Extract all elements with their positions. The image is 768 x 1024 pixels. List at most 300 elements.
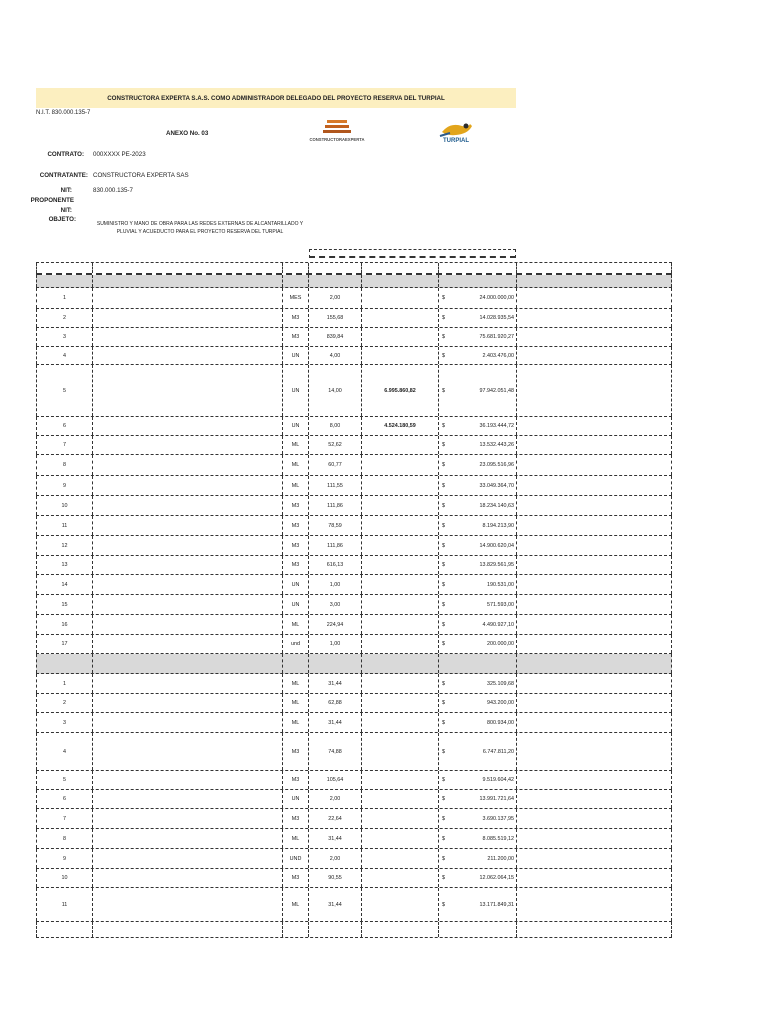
item-unit-price xyxy=(362,829,439,848)
currency-symbol: $ xyxy=(442,502,445,509)
item-notes xyxy=(517,790,672,808)
item-quantity-text: 2,00 xyxy=(329,796,341,802)
item-unit-text: ML xyxy=(291,442,300,448)
item-unit-price xyxy=(362,888,439,921)
header-cell xyxy=(517,263,672,273)
item-quantity xyxy=(309,496,362,515)
item-total-text: 13.991.721,64 xyxy=(479,796,514,802)
item-total-text: 13.532.443,26 xyxy=(479,442,514,448)
item-number-text: 4 xyxy=(63,352,66,359)
item-quantity xyxy=(309,922,362,937)
table-row xyxy=(36,365,672,417)
item-total xyxy=(439,869,517,887)
item-notes xyxy=(517,455,672,475)
table-row xyxy=(36,771,672,790)
item-number-text: 4 xyxy=(63,748,66,755)
currency-symbol: $ xyxy=(442,482,445,489)
item-description xyxy=(93,694,283,712)
item-unit-text: M3 xyxy=(291,502,300,509)
item-unit-price xyxy=(362,733,439,770)
item-unit-price xyxy=(362,288,439,308)
item-total xyxy=(439,328,517,346)
item-unit xyxy=(283,496,309,515)
item-description xyxy=(93,809,283,828)
item-description xyxy=(93,365,283,416)
item-quantity xyxy=(309,455,362,475)
item-unit-text: ML xyxy=(291,482,300,489)
item-total xyxy=(439,922,517,937)
item-unit-price xyxy=(362,869,439,887)
item-notes xyxy=(517,635,672,653)
item-number xyxy=(36,575,93,594)
item-number xyxy=(36,615,93,634)
header-cell xyxy=(362,654,439,673)
item-quantity xyxy=(309,365,362,416)
item-quantity xyxy=(309,536,362,555)
item-quantity xyxy=(309,288,362,308)
item-quantity-text: 2,00 xyxy=(329,295,341,301)
item-description xyxy=(93,556,283,574)
item-unit-price xyxy=(362,556,439,574)
item-total xyxy=(439,556,517,574)
item-quantity xyxy=(309,575,362,594)
item-quantity xyxy=(309,436,362,454)
item-unit xyxy=(283,674,309,693)
item-unit-price xyxy=(362,417,439,435)
item-unit xyxy=(283,436,309,454)
item-description xyxy=(93,674,283,693)
header-cell xyxy=(517,275,672,287)
item-unit-text: M3 xyxy=(291,522,300,529)
header-cell xyxy=(36,654,93,673)
item-description xyxy=(93,496,283,515)
currency-symbol: $ xyxy=(442,334,445,340)
item-unit xyxy=(283,288,309,308)
item-number-text: 9 xyxy=(63,482,66,489)
item-unit xyxy=(283,309,309,327)
item-quantity xyxy=(309,771,362,789)
nit2-label: NIT: xyxy=(60,207,72,214)
table-row xyxy=(36,922,672,938)
item-number xyxy=(36,869,93,887)
item-number-text: 2 xyxy=(63,700,66,706)
item-notes xyxy=(517,365,672,416)
item-unit xyxy=(283,595,309,614)
item-total-text: 190.531,00 xyxy=(487,581,514,588)
table-row xyxy=(36,790,672,809)
item-description xyxy=(93,595,283,614)
item-unit-price xyxy=(362,476,439,495)
item-quantity xyxy=(309,347,362,364)
item-number-text: 6 xyxy=(63,423,66,429)
item-number-text: 10 xyxy=(61,875,68,881)
item-total-text: 6.747.811,20 xyxy=(482,748,514,755)
item-quantity xyxy=(309,733,362,770)
item-total xyxy=(439,288,517,308)
item-description xyxy=(93,771,283,789)
item-number xyxy=(36,536,93,555)
item-quantity xyxy=(309,849,362,868)
currency-symbol: $ xyxy=(442,601,445,608)
item-notes xyxy=(517,713,672,732)
currency-symbol: $ xyxy=(442,641,445,647)
item-unit xyxy=(283,575,309,594)
item-notes xyxy=(517,733,672,770)
item-description xyxy=(93,888,283,921)
table-row xyxy=(36,694,672,713)
currency-symbol: $ xyxy=(442,581,445,588)
item-unit-price xyxy=(362,922,439,937)
item-notes xyxy=(517,536,672,555)
objeto-label: OBJETO: xyxy=(48,216,76,223)
header-cell xyxy=(283,263,309,273)
contratante-label: CONTRATANTE: xyxy=(39,172,88,179)
item-unit xyxy=(283,365,309,416)
item-number-text: 12 xyxy=(61,542,68,549)
subheader-box xyxy=(309,249,516,258)
item-unit-text: UN xyxy=(291,601,300,608)
item-quantity xyxy=(309,713,362,732)
item-quantity-text: 2,00 xyxy=(329,855,341,862)
item-notes xyxy=(517,615,672,634)
item-quantity-text: 31,44 xyxy=(328,719,342,726)
item-number xyxy=(36,771,93,789)
item-unit-price xyxy=(362,436,439,454)
item-description xyxy=(93,869,283,887)
item-description xyxy=(93,436,283,454)
item-unit-text: ML xyxy=(291,835,300,842)
item-number-text: 1 xyxy=(63,295,66,301)
item-total-text: 3.690.137,95 xyxy=(482,815,514,822)
item-unit xyxy=(283,635,309,653)
item-number xyxy=(36,829,93,848)
item-unit-text: ML xyxy=(291,719,300,726)
item-unit-text: ML xyxy=(291,621,300,628)
table-header-row xyxy=(36,263,672,275)
item-quantity-text: 616,13 xyxy=(326,562,344,568)
currency-symbol: $ xyxy=(442,748,445,755)
item-description xyxy=(93,575,283,594)
item-notes xyxy=(517,309,672,327)
header-cell xyxy=(309,275,362,287)
item-total xyxy=(439,516,517,535)
item-notes xyxy=(517,496,672,515)
item-quantity xyxy=(309,476,362,495)
item-total-text: 800.934,00 xyxy=(487,719,514,726)
item-quantity xyxy=(309,595,362,614)
item-number xyxy=(36,496,93,515)
item-description xyxy=(93,516,283,535)
item-notes xyxy=(517,347,672,364)
item-number xyxy=(36,694,93,712)
item-description xyxy=(93,328,283,346)
currency-symbol: $ xyxy=(442,719,445,726)
item-total xyxy=(439,436,517,454)
constructora-logo: CONSTRUCTORAEXPERTA xyxy=(309,118,365,146)
header-cell xyxy=(36,275,93,287)
item-notes xyxy=(517,809,672,828)
item-number xyxy=(36,556,93,574)
item-description xyxy=(93,635,283,653)
item-number xyxy=(36,809,93,828)
item-unit-text: und xyxy=(291,641,300,647)
currency-symbol: $ xyxy=(442,875,445,881)
table-row xyxy=(36,674,672,694)
currency-symbol: $ xyxy=(442,700,445,706)
item-description xyxy=(93,417,283,435)
item-unit xyxy=(283,790,309,808)
header-cell xyxy=(439,263,517,273)
item-quantity xyxy=(309,829,362,848)
item-quantity xyxy=(309,328,362,346)
header-cell xyxy=(309,263,362,273)
section-row xyxy=(36,275,672,288)
item-total xyxy=(439,694,517,712)
item-description xyxy=(93,829,283,848)
item-notes xyxy=(517,869,672,887)
item-description xyxy=(93,615,283,634)
item-total-text: 75.681.920,27 xyxy=(479,334,514,340)
item-unit-text: MES xyxy=(289,295,302,301)
item-unit xyxy=(283,713,309,732)
item-total xyxy=(439,615,517,634)
item-unit-price xyxy=(362,809,439,828)
item-unit xyxy=(283,829,309,848)
header-cell xyxy=(93,263,283,273)
item-number xyxy=(36,288,93,308)
item-number xyxy=(36,674,93,693)
item-quantity-text: 31,44 xyxy=(328,835,342,842)
item-number xyxy=(36,790,93,808)
item-notes xyxy=(517,417,672,435)
table-row xyxy=(36,888,672,922)
item-number xyxy=(36,417,93,435)
item-total-text: 23.095.516,96 xyxy=(479,462,514,468)
item-number-text: 9 xyxy=(63,855,66,862)
item-number-text: 11 xyxy=(61,901,68,908)
item-total xyxy=(439,713,517,732)
item-unit-price-text: 6.995.860,82 xyxy=(384,387,416,394)
item-quantity xyxy=(309,694,362,712)
item-total-text: 24.000.000,00 xyxy=(479,295,514,301)
item-number-text: 2 xyxy=(63,315,66,321)
item-total xyxy=(439,888,517,921)
nit-value: 830.000.135-7 xyxy=(93,187,133,194)
item-total xyxy=(439,536,517,555)
item-number xyxy=(36,436,93,454)
item-number xyxy=(36,595,93,614)
item-unit-price xyxy=(362,365,439,416)
item-notes xyxy=(517,436,672,454)
item-unit xyxy=(283,455,309,475)
table-row xyxy=(36,496,672,516)
item-unit-price xyxy=(362,455,439,475)
item-unit xyxy=(283,417,309,435)
item-description xyxy=(93,347,283,364)
item-number xyxy=(36,365,93,416)
item-quantity xyxy=(309,635,362,653)
item-unit-price xyxy=(362,771,439,789)
item-unit-price xyxy=(362,536,439,555)
item-total-text: 12.062.064,15 xyxy=(479,875,514,881)
item-number-text: 3 xyxy=(63,334,66,340)
item-notes xyxy=(517,888,672,921)
item-unit-price xyxy=(362,849,439,868)
item-notes xyxy=(517,476,672,495)
item-notes xyxy=(517,595,672,614)
item-total-text: 2.403.476,00 xyxy=(482,352,514,359)
table-row xyxy=(36,615,672,635)
items-table xyxy=(36,262,672,938)
item-quantity xyxy=(309,556,362,574)
header-cell xyxy=(439,275,517,287)
item-quantity-text: 60,77 xyxy=(328,462,342,468)
item-number xyxy=(36,713,93,732)
table-row xyxy=(36,575,672,595)
item-quantity-text: 839,84 xyxy=(326,334,344,340)
item-total-text: 200.000,00 xyxy=(487,641,514,647)
header-cell xyxy=(362,275,439,287)
header-cell xyxy=(93,275,283,287)
item-unit-price xyxy=(362,674,439,693)
item-total xyxy=(439,829,517,848)
item-number xyxy=(36,849,93,868)
item-quantity-text: 155,68 xyxy=(326,315,344,321)
item-unit-price xyxy=(362,575,439,594)
contrato-label: CONTRATO: xyxy=(47,151,84,158)
item-notes xyxy=(517,771,672,789)
header-cell xyxy=(93,654,283,673)
item-total-text: 8.194.213,90 xyxy=(482,522,514,529)
currency-symbol: $ xyxy=(442,901,445,908)
item-total-text: 8.085.519,12 xyxy=(482,835,514,842)
item-quantity-text: 31,44 xyxy=(328,680,342,687)
table-row xyxy=(36,417,672,436)
table-row xyxy=(36,347,672,365)
item-unit-price xyxy=(362,496,439,515)
item-quantity xyxy=(309,417,362,435)
item-unit xyxy=(283,536,309,555)
item-unit xyxy=(283,615,309,634)
item-unit-text: UN xyxy=(291,423,300,429)
table-row xyxy=(36,869,672,888)
header-cell xyxy=(309,654,362,673)
table-row xyxy=(36,516,672,536)
item-unit-text: UN xyxy=(291,796,300,802)
item-unit xyxy=(283,328,309,346)
item-number-text: 11 xyxy=(61,522,68,529)
item-unit-text: M3 xyxy=(291,334,300,340)
item-quantity-text: 111,86 xyxy=(327,542,343,549)
table-row xyxy=(36,536,672,556)
table-row xyxy=(36,436,672,455)
item-number-text: 5 xyxy=(63,387,66,394)
item-total xyxy=(439,674,517,693)
item-unit xyxy=(283,922,309,937)
item-unit xyxy=(283,516,309,535)
item-description xyxy=(93,455,283,475)
item-quantity-text: 78,59 xyxy=(328,522,342,529)
item-unit xyxy=(283,888,309,921)
bird-icon xyxy=(436,118,476,140)
item-total-text: 97.942.051,48 xyxy=(479,387,514,394)
item-number-text: 7 xyxy=(63,815,66,822)
annex-title: ANEXO No. 03 xyxy=(166,130,209,137)
table-row xyxy=(36,809,672,829)
item-unit-text: ML xyxy=(291,680,300,687)
item-description xyxy=(93,849,283,868)
section-row xyxy=(36,654,672,674)
item-unit-price xyxy=(362,713,439,732)
item-quantity-text: 90,55 xyxy=(328,875,342,881)
objeto-value: SUMINISTRO Y MANO DE OBRA PARA LAS REDES EXTERNAS DE ALCANTARILLADO Y PLUVIAL Y ACUEDUCTO PARA EL PROYECTO RESERVA DEL TURPIAL xyxy=(96,221,304,235)
item-total-text: 211.200,00 xyxy=(487,855,514,862)
item-notes xyxy=(517,288,672,308)
item-quantity xyxy=(309,615,362,634)
item-number xyxy=(36,635,93,653)
item-unit-price xyxy=(362,694,439,712)
item-number-text: 8 xyxy=(63,835,66,842)
item-quantity xyxy=(309,309,362,327)
item-unit xyxy=(283,869,309,887)
item-total xyxy=(439,595,517,614)
currency-symbol: $ xyxy=(442,423,445,429)
item-description xyxy=(93,476,283,495)
currency-symbol: $ xyxy=(442,315,445,321)
currency-symbol: $ xyxy=(442,295,445,301)
item-unit xyxy=(283,347,309,364)
item-notes xyxy=(517,922,672,937)
item-number-text: 16 xyxy=(61,621,68,628)
item-unit-price xyxy=(362,615,439,634)
item-quantity-text: 3,00 xyxy=(329,601,341,608)
item-unit-price-text: 4.524.180,59 xyxy=(384,423,416,429)
item-total xyxy=(439,733,517,770)
item-unit-price xyxy=(362,309,439,327)
item-total xyxy=(439,417,517,435)
item-total-text: 36.193.444,72 xyxy=(479,423,514,429)
title-banner: CONSTRUCTORA EXPERTA S.A.S. COMO ADMINISTRADOR DELEGADO DEL PROYECTO RESERVA DEL TURPIAL xyxy=(36,88,516,108)
item-notes xyxy=(517,556,672,574)
item-number-text: 8 xyxy=(63,462,66,468)
item-quantity xyxy=(309,869,362,887)
item-total xyxy=(439,455,517,475)
item-number-text: 6 xyxy=(63,796,66,802)
currency-symbol: $ xyxy=(442,796,445,802)
item-total-text: 33.049.364,70 xyxy=(479,482,514,489)
item-total xyxy=(439,790,517,808)
table-row xyxy=(36,733,672,771)
item-quantity-text: 22,64 xyxy=(328,815,342,822)
table-row xyxy=(36,455,672,476)
table-row xyxy=(36,328,672,347)
item-notes xyxy=(517,674,672,693)
item-unit xyxy=(283,694,309,712)
item-description xyxy=(93,790,283,808)
item-unit-price xyxy=(362,328,439,346)
item-description xyxy=(93,288,283,308)
item-total xyxy=(439,347,517,364)
item-quantity-text: 52,62 xyxy=(328,442,342,448)
item-total-text: 14.900.620,04 xyxy=(479,542,514,549)
item-unit xyxy=(283,809,309,828)
item-unit xyxy=(283,771,309,789)
currency-symbol: $ xyxy=(442,680,445,687)
item-unit-price xyxy=(362,347,439,364)
item-total xyxy=(439,365,517,416)
table-row xyxy=(36,556,672,575)
item-number-text: 15 xyxy=(61,601,68,608)
